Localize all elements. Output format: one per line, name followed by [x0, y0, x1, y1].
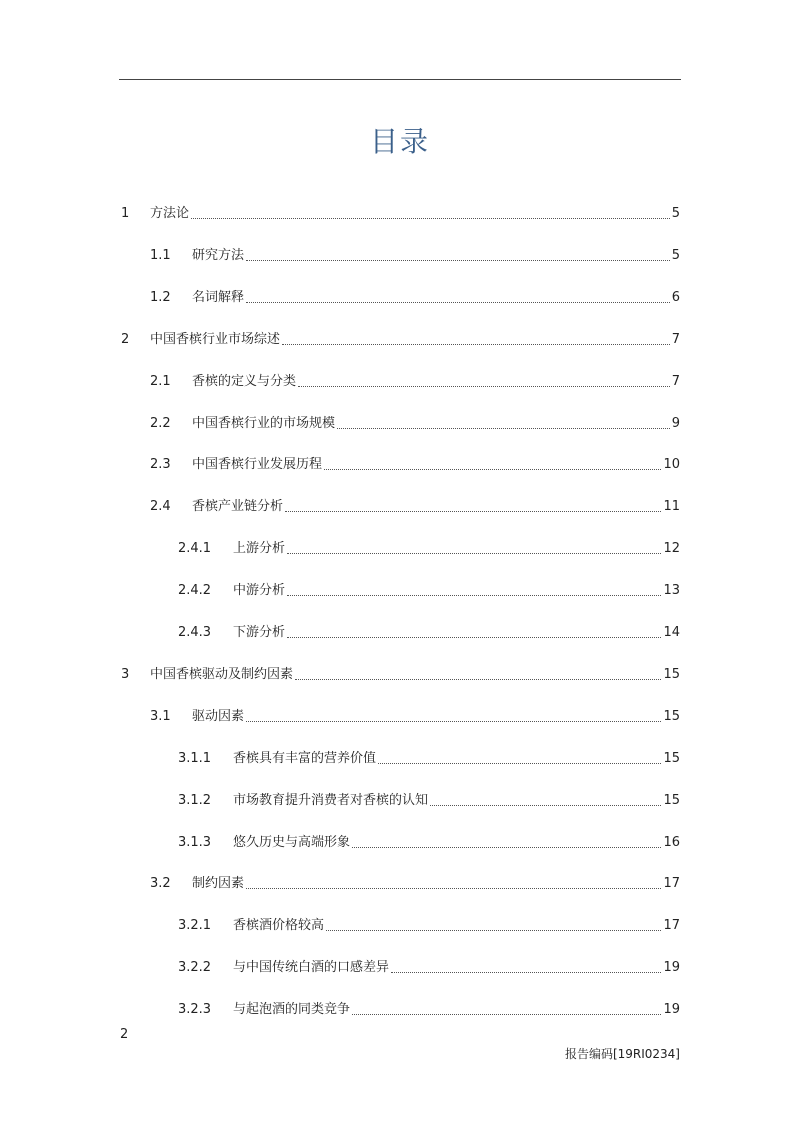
toc-dot-leader — [287, 583, 661, 596]
toc-entry-title: 悠久历史与高端形象 — [233, 834, 351, 850]
toc-entry-number: 2.4 — [150, 499, 171, 515]
toc-dot-leader — [337, 416, 670, 429]
toc-entry-number: 2.1 — [150, 373, 171, 389]
toc-entry-number: 1.1 — [150, 247, 171, 263]
toc-entry-title: 中国香槟行业的市场规模 — [192, 415, 336, 431]
toc-entry[interactable] — [178, 749, 680, 769]
toc-entry-number: 1.2 — [150, 289, 171, 305]
toc-entry-page: 7 — [671, 373, 680, 389]
toc-dot-leader — [391, 960, 661, 973]
toc-entry-page: 19 — [663, 1002, 680, 1018]
toc-dot-leader — [295, 667, 661, 680]
toc-entry[interactable] — [150, 707, 680, 727]
toc-entry[interactable] — [178, 623, 680, 643]
toc-entry-number: 3 — [121, 666, 130, 682]
toc-dot-leader — [287, 541, 661, 554]
toc-entry-number: 3.1.3 — [178, 834, 212, 850]
toc-entry[interactable] — [178, 1000, 680, 1020]
toc-entry-number: 3.2.1 — [178, 918, 212, 934]
toc-entry-page: 17 — [663, 918, 680, 934]
toc-entry-title: 方法论 — [150, 206, 190, 221]
toc-entry[interactable] — [150, 874, 680, 894]
toc-entry[interactable] — [150, 414, 680, 434]
toc-entry-title: 中游分析 — [233, 583, 286, 599]
toc-entry-page: 15 — [663, 708, 680, 724]
toc-dot-leader — [246, 290, 670, 303]
toc-entry[interactable] — [150, 246, 680, 266]
toc-entry-number: 3.2 — [150, 876, 171, 892]
toc-dot-leader — [430, 793, 661, 806]
toc-dot-leader — [246, 876, 661, 889]
toc-dot-leader — [298, 374, 670, 387]
toc-dot-leader — [246, 248, 670, 261]
toc-entry-page: 15 — [663, 750, 680, 766]
toc-entry-number: 3.2.3 — [178, 1002, 212, 1018]
toc-entry-title: 与中国传统白酒的口感差异 — [233, 960, 390, 976]
toc-entry-title: 驱动因素 — [192, 708, 245, 724]
toc-entry[interactable] — [121, 665, 680, 685]
toc-entry-page: 16 — [663, 834, 680, 850]
toc-entry-page: 19 — [663, 960, 680, 976]
toc-entry-page: 11 — [663, 499, 680, 515]
toc-dot-leader — [191, 206, 670, 219]
toc-entry-page: 14 — [663, 625, 680, 640]
toc-dot-leader — [378, 751, 661, 764]
toc-entry-number: 2.4.2 — [178, 583, 212, 599]
toc-entry-page: 12 — [663, 541, 680, 557]
toc-entry-page: 9 — [671, 415, 680, 431]
toc-entry-number: 2.3 — [150, 457, 171, 473]
page-title: 目录 — [369, 125, 430, 158]
report-code: 报告编码[19RI0234] — [564, 1047, 680, 1061]
toc-dot-leader — [352, 1002, 661, 1015]
toc-entry-number: 2.4.1 — [178, 541, 212, 557]
toc-entry-title: 制约因素 — [192, 876, 245, 892]
toc-entry[interactable] — [178, 833, 680, 853]
toc-entry-page: 5 — [671, 247, 680, 263]
toc-entry-page: 10 — [663, 457, 680, 473]
toc-entry-title: 香槟的定义与分类 — [192, 373, 297, 389]
toc-entry-title: 研究方法 — [192, 247, 245, 263]
toc-entry-page: 15 — [663, 792, 680, 808]
toc-entry-title: 上游分析 — [233, 541, 286, 557]
toc-entry[interactable] — [178, 581, 680, 601]
toc-entry-title: 中国香槟行业市场综述 — [150, 331, 281, 347]
toc-entry[interactable] — [150, 288, 680, 308]
toc-dot-leader — [287, 625, 661, 638]
toc-entry-number: 3.2.2 — [178, 960, 212, 976]
toc-entry[interactable] — [178, 916, 680, 936]
toc-entry-number: 3.1 — [150, 708, 171, 724]
toc-entry-title: 香槟产业链分析 — [192, 499, 284, 515]
toc-entry-number: 2.4.3 — [178, 625, 212, 640]
toc-entry-title: 中国香槟行业发展历程 — [192, 457, 323, 473]
toc-entry-number: 3.1.1 — [178, 750, 212, 766]
toc-entry[interactable] — [121, 330, 680, 350]
toc-entry-title: 与起泡酒的同类竞争 — [233, 1002, 351, 1018]
toc-dot-leader — [352, 835, 661, 848]
toc-entry-number: 1 — [121, 206, 130, 221]
toc-entry[interactable] — [178, 539, 680, 559]
toc-entry-page: 15 — [663, 666, 680, 682]
toc-entry-title: 香槟酒价格较高 — [233, 918, 325, 934]
toc-entry-page: 6 — [671, 289, 680, 305]
toc-entry-number: 2 — [121, 331, 130, 347]
toc-entry-title: 市场教育提升消费者对香槟的认知 — [233, 792, 429, 808]
toc-dot-leader — [246, 709, 661, 722]
toc-entry-number: 2.2 — [150, 415, 171, 431]
toc-entry-number: 3.1.2 — [178, 792, 212, 808]
toc-dot-leader — [326, 918, 661, 931]
toc-dot-leader — [324, 457, 661, 470]
toc-entry-page: 5 — [671, 206, 680, 221]
toc-entry[interactable] — [150, 497, 680, 517]
toc-entry-title: 名词解释 — [192, 289, 245, 305]
page-number: 2 — [120, 1027, 129, 1042]
toc-dot-leader — [282, 332, 670, 345]
toc-entry-title: 香槟具有丰富的营养价值 — [233, 750, 377, 766]
toc-entry-title: 中国香槟驱动及制约因素 — [150, 666, 294, 682]
toc-entry[interactable] — [178, 958, 680, 978]
toc-dot-leader — [285, 499, 661, 512]
toc-entry[interactable] — [121, 204, 680, 224]
toc-entry-title: 下游分析 — [233, 625, 286, 640]
toc-entry[interactable] — [178, 791, 680, 811]
toc-entry[interactable] — [150, 372, 680, 392]
toc-entry-page: 13 — [663, 583, 680, 599]
toc-entry-page: 17 — [663, 876, 680, 892]
toc-entry-page: 7 — [671, 331, 680, 347]
toc-entry[interactable] — [150, 455, 680, 475]
